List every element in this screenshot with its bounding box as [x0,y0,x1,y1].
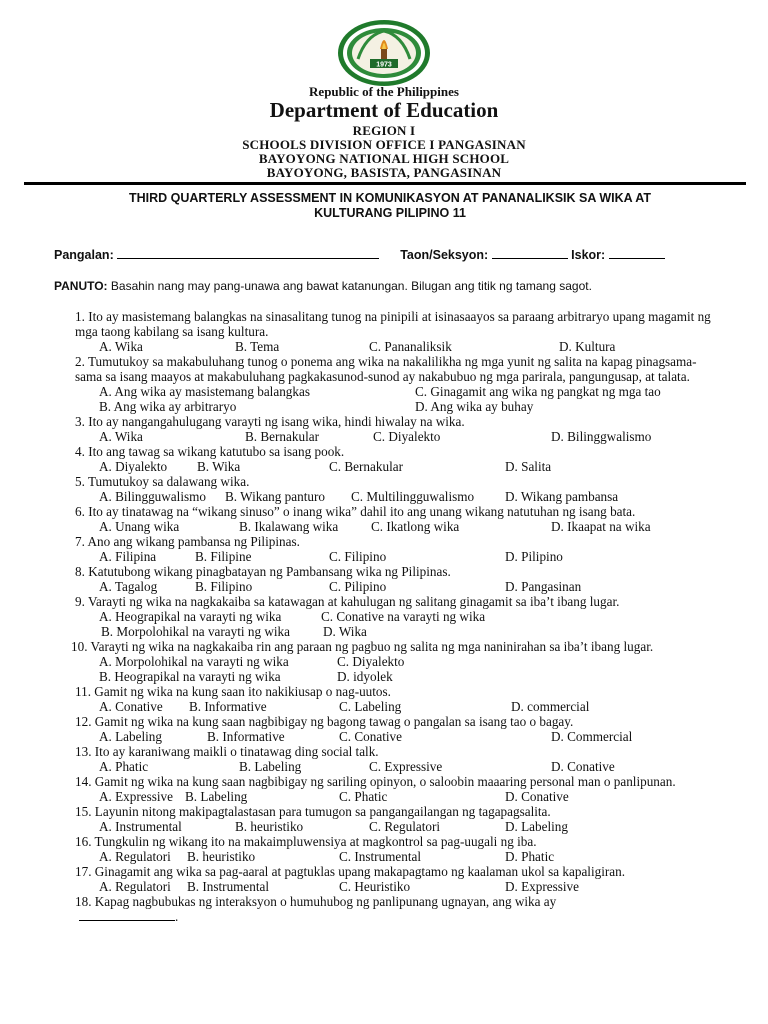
choice-c[interactable]: C. Regulatori [369,819,441,834]
region-line: REGION I [352,123,416,138]
choice-d[interactable]: D. Conative [551,759,615,774]
question-4 [75,444,715,474]
question-text: 8. Katutubong wikang pinagbatayan ng Pambansang wika ng Pilipinas. [75,564,451,579]
choice-c[interactable]: C. Ginagamit ang wika ng pangkat ng mga tao [415,384,661,399]
question-text: 15. Layunin nitong makipagtalastasan para tumugon sa pangangailangan ng tagapagsalita. [75,804,551,819]
choice-a[interactable]: A. Ang wika ay masistemang balangkas [99,384,310,399]
choice-b[interactable]: B. Informative [189,699,267,714]
choice-a[interactable]: A. Bilingguwalismo [99,489,206,504]
choice-b[interactable]: B. Heograpikal na varayti ng wika [99,669,281,684]
choice-a[interactable]: A. Unang wika [99,519,180,534]
choice-a[interactable]: A. Regulatori [99,879,171,894]
choice-b[interactable]: B. Ang wika ay arbitraryo [99,399,237,414]
choice-d[interactable]: D. idyolek [337,669,393,684]
question-14 [75,774,715,804]
instructions [54,279,592,293]
question-7 [75,534,715,564]
question-12 [75,714,715,744]
question-5 [75,474,715,504]
choice-a[interactable]: A. Labeling [99,729,162,744]
question-15 [75,804,715,834]
choice-c[interactable]: C. Bernakular [329,459,403,474]
choice-d[interactable]: D. Bilinggwalismo [551,429,652,444]
choice-a[interactable]: A. Diyalekto [99,459,168,474]
choice-b[interactable]: B. Labeling [185,789,248,804]
choice-b[interactable]: B. Instrumental [187,879,270,894]
choice-d[interactable]: D. Pangasinan [505,579,582,594]
question-text: 3. Ito ay nangangahulugang varayti ng isang wika, hindi hiwalay na wika. [75,414,465,429]
choice-c[interactable]: C. Conative na varayti ng wika [321,609,486,624]
choice-c[interactable]: C. Diyalekto [373,429,441,444]
answer-blank[interactable] [79,910,175,921]
choice-d[interactable]: D. Wika [323,624,367,639]
choice-c[interactable]: C. Labeling [339,699,402,714]
choice-a[interactable]: A. Regulatori [99,849,171,864]
question-2 [75,354,715,414]
question-10 [71,639,715,684]
question-text: 2. Tumutukoy sa makabuluhang tunog o ponema ang wika na nakalilikha ng mga yunit ng salita na kapag pinagsama-sama sa isang maayos at makabuluhang pagkakasunod-sunod ay nakabubuo ng mga parirala, pangungusap, at talata. [75,354,697,384]
choice-b[interactable]: B. Filipine [195,549,252,564]
choice-c[interactable]: C. Ikatlong wika [371,519,460,534]
choice-d[interactable]: D. Commercial [551,729,633,744]
choice-c[interactable]: C. Multilingguwalismo [351,489,475,504]
question-text: 17. Ginagamit ang wika sa pag-aaral at pagtuklas upang makapagtamo ng kaalaman ukol sa kapaligiran. [75,864,626,879]
choice-d[interactable]: D. Kultura [559,339,616,354]
question-text: 7. Ano ang wikang pambansa ng Pilipinas. [75,534,300,549]
department-title: Department of Education [269,98,499,122]
choice-a[interactable]: A. Tagalog [99,579,158,594]
choice-d[interactable]: D. commercial [511,699,590,714]
choice-d[interactable]: D. Ikaapat na wika [551,519,651,534]
choice-b[interactable]: B. Wikang panturo [225,489,325,504]
question-text: 11. Gamit ng wika na kung saan ito nakikiusap o nag-uutos. [75,684,391,699]
question-13 [75,744,715,774]
exam-title-line-2: KULTURANG PILIPINO 11 [314,206,466,220]
choice-a[interactable]: A. Instrumental [99,819,182,834]
instructions-label: PANUTO: [54,279,108,293]
choice-b[interactable]: B. heuristiko [187,849,256,864]
choice-b[interactable]: B. Ikalawang wika [239,519,339,534]
score-blank[interactable] [609,248,665,259]
name-label: Pangalan: [54,248,114,262]
address-line: BAYOYONG, BASISTA, PANGASINAN [266,165,502,180]
choice-d[interactable]: D. Ang wika ay buhay [415,399,534,414]
choice-c[interactable]: C. Instrumental [339,849,422,864]
section-blank[interactable] [492,248,568,259]
question-text: 13. Ito ay karaniwang maikli o tinatawag ding social talk. [75,744,379,759]
choice-a[interactable]: A. Phatic [99,759,149,774]
choice-b[interactable]: B. Filipino [195,579,253,594]
choice-d[interactable]: D. Expressive [505,879,579,894]
choice-d[interactable]: D. Wikang pambansa [505,489,619,504]
school-line: BAYOYONG NATIONAL HIGH SCHOOL [258,151,510,166]
questions-list [71,309,715,924]
question-text: 4. Ito ang tawag sa wikang katutubo sa isang pook. [75,444,345,459]
exam-title [70,191,710,221]
question-8 [75,564,715,594]
choice-c[interactable]: C. Filipino [329,549,387,564]
choice-c[interactable]: C. Heuristiko [339,879,411,894]
choice-a[interactable]: A. Conative [99,699,163,714]
choice-d[interactable]: D. Labeling [505,819,568,834]
question-17 [75,864,715,894]
score-label: Iskor: [571,248,606,262]
exam-title-line-1: THIRD QUARTERLY ASSESSMENT IN KOMUNIKASYON AT PANANALIKSIK SA WIKA AT [128,191,651,205]
choice-a[interactable]: A. Wika [99,339,143,354]
question-text: 12. Gamit ng wika na kung saan nagbibigay ng bagong tawag o pangalan sa isang tao o bagay. [75,714,574,729]
choice-a[interactable]: A. Heograpikal na varayti ng wika [99,609,282,624]
choice-d[interactable]: D. Phatic [505,849,555,864]
choice-b[interactable]: B. Morpolohikal na varayti ng wika [101,624,290,639]
choice-b[interactable]: B. Labeling [239,759,302,774]
choice-c[interactable]: C. Pilipino [329,579,387,594]
choice-d[interactable]: D. Pilipino [505,549,563,564]
question-text: 9. Varayti ng wika na nagkakaiba sa katawagan at kahulugan ng salitang ginagamit sa iba’t ibang lugar. [75,594,620,609]
choice-c[interactable]: C. Expressive [369,759,443,774]
choice-c[interactable]: C. Diyalekto [337,654,405,669]
question-3 [75,414,715,444]
question-text: 18. Kapag nagbubukas ng interaksyon o humuhubog ng panlipunang ugnayan, ang wika ay [75,894,557,909]
choice-b[interactable]: B. Tema [235,339,280,354]
question-9 [75,594,715,639]
question-1 [75,309,715,354]
division-line: SCHOOLS DIVISION OFFICE I PANGASINAN [242,137,526,152]
choice-c[interactable]: C. Conative [339,729,403,744]
name-blank[interactable] [117,248,379,259]
choice-d[interactable]: D. Conative [505,789,569,804]
question-18: 18. Kapag nagbubukas ng interaksyon o humuhubog ng panlipunang ugnayan, ang wika ay . [75,894,715,924]
choice-d[interactable]: D. Salita [505,459,552,474]
choice-a[interactable]: A. Morpolohikal na varayti ng wika [99,654,289,669]
question-text: 6. Ito ay tinatawag na “wikang sinuso” o inang wika” dahil ito ang unang wikang natutuhan ng isang bata. [75,504,636,519]
choice-a[interactable]: A. Filipina [99,549,157,564]
republic-line: Republic of the Philippines [309,84,459,99]
question-text: 10. Varayti ng wika na nagkakaiba rin ang paraan ng pagbuo ng salita ng mga naninirahan sa iba’t ibang lugar. [71,639,654,654]
choice-b[interactable]: B. heuristiko [235,819,304,834]
choice-c[interactable]: C. Pananaliksik [369,339,452,354]
choice-a[interactable]: A. Expressive [99,789,173,804]
question-text: 16. Tungkulin ng wikang ito na makaimpluwensiya at magkontrol sa pag-uugali ng iba. [75,834,537,849]
instructions-text: Basahin nang may pang-unawa ang bawat katanungan. Bilugan ang titik ng tamang sagot. [110,279,592,293]
question-text: 1. Ito ay masistemang balangkas na sinasalitang tunog na pinipili at isinasaayos sa paraang arbitraryo upang magamit ng mga taong kabilang sa isang kultura. [75,309,711,339]
question-text: 5. Tumutukoy sa dalawang wika. [75,474,250,489]
section-label: Taon/Seksyon: [400,248,489,262]
choice-b[interactable]: B. Informative [207,729,285,744]
choice-b[interactable]: B. Bernakular [245,429,319,444]
choice-b[interactable]: B. Wika [197,459,241,474]
seal-year: 1973 [376,61,392,69]
header-divider [24,182,746,185]
choice-a[interactable]: A. Wika [99,429,143,444]
school-seal-logo [336,19,432,87]
question-text: 14. Gamit ng wika na kung saan nagbibigay ng sariling opinyon, o saloobin maaaring personal man o panlipunan. [75,774,676,789]
question-11 [75,684,715,714]
choice-c[interactable]: C. Phatic [339,789,388,804]
student-info-row [54,248,665,262]
question-16 [75,834,715,864]
question-6 [75,504,715,534]
